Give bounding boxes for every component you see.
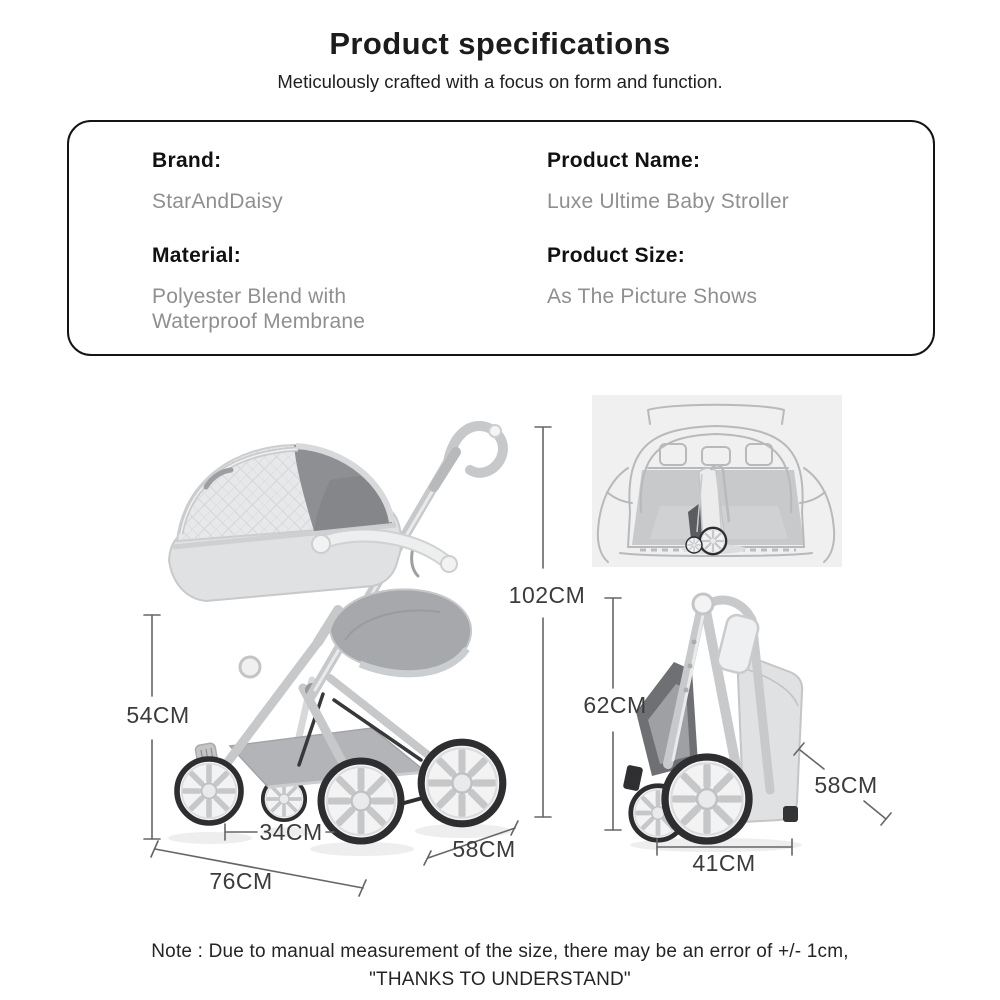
dim-open-width-label: 58CM [452,836,516,862]
dim-open-length-label: 76CM [209,868,273,894]
spec-material-value: Polyester Blend with Waterproof Membrane [152,285,366,333]
dim-open-wheelbase-label: 34CM [259,819,323,845]
measurement-note-line2: "THANKS TO UNDERSTAND" [369,969,631,990]
trunk-illustration [592,395,842,567]
dim-open-height-line [535,427,551,817]
spec-material-label: Material: [152,244,242,267]
spec-product-name-label: Product Name: [547,149,701,172]
spec-brand-label: Brand: [152,149,222,172]
measurement-note-line1: Note : Due to manual measurement of the size, there may be an error of +/- 1cm, [151,941,849,962]
dim-folded-length-label: 41CM [692,850,756,876]
page-title: Product specifications [329,26,671,61]
dim-folded-height-label: 62CM [583,692,647,718]
spec-product-name-value: Luxe Ultime Baby Stroller [547,190,789,213]
spec-product-size-value: As The Picture Shows [547,285,758,308]
measurement-note [0,938,1000,994]
spec-product-size-label: Product Size: [547,244,686,267]
spec-brand-value: StarAndDaisy [152,190,283,213]
dim-open-height-label: 102CM [508,582,586,608]
dim-folded-depth-label: 58CM [814,772,878,798]
page-subtitle: Meticulously crafted with a focus on form and function. [277,71,723,92]
open-stroller-illustration [168,425,511,856]
dim-open-chassis-height-label: 54CM [126,702,190,728]
folded-stroller-illustration [623,594,803,852]
